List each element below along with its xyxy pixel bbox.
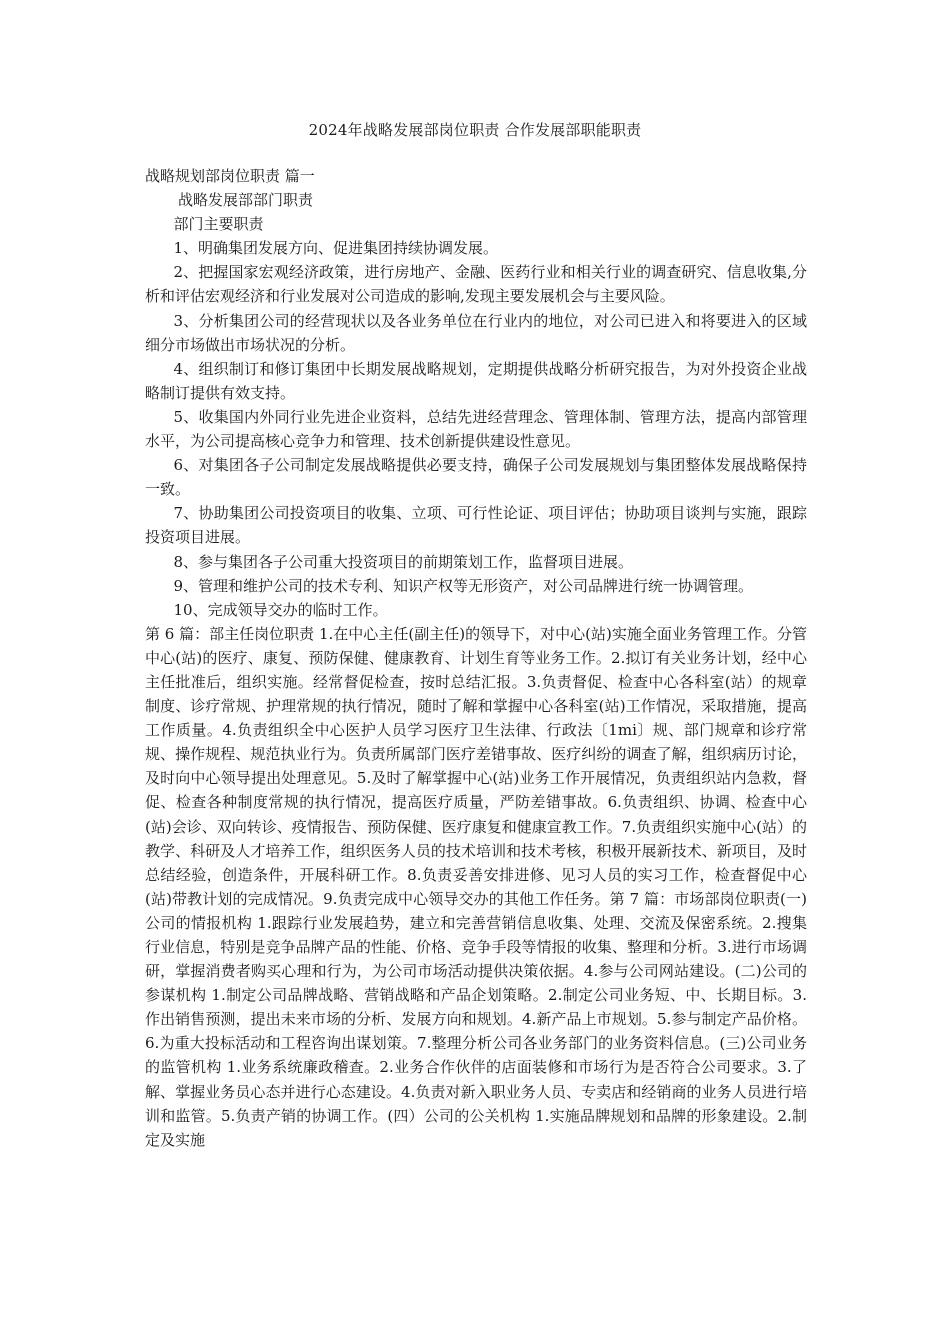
duty-item-7: 7、协助集团公司投资项目的收集、立项、可行性论证、项目评估；协助项目谈判与实施，跟踪投资项目进展。 bbox=[145, 504, 807, 547]
duty-item-8: 8、参与集团各子公司重大投资项目的前期策划工作，监督项目进展。 bbox=[173, 552, 634, 571]
document-title: 2024年战略发展部岗位职责 合作发展部职能职责 bbox=[308, 121, 642, 139]
department-heading: 战略发展部部门职责 bbox=[178, 191, 314, 210]
duty-item-10: 10、完成领导交办的临时工作。 bbox=[173, 600, 388, 619]
duty-item-9: 9、管理和维护公司的技术专利、知识产权等无形资产，对公司品牌进行统一协调管理。 bbox=[173, 576, 754, 595]
section-heading: 战略规划部岗位职责 篇一 bbox=[145, 167, 315, 185]
duty-item-2: 2、把握国家宏观经济政策，进行房地产、金融、医药行业和相关行业的调查研究、信息收集,分析和评估宏观经济和行业发展对公司造成的影响,发现主要发展机会与主要风险。 bbox=[145, 263, 807, 306]
duty-item-5: 5、收集国内外同行业先进企业资料，总结先进经营理念、管理体制、管理方法，提高内部管理水平，为公司提高核心竞争力和管理、技术创新提供建设性意见。 bbox=[145, 407, 807, 451]
duty-item-1: 1、明确集团发展方向、促进集团持续协调发展。 bbox=[173, 239, 499, 258]
duty-item-4: 4、组织制订和修订集团中长期发展战略规划，定期提供战略分析研究报告，为对外投资企业战略制订提供有效支持。 bbox=[145, 359, 807, 402]
duty-item-6: 6、对集团各子公司制定发展战略提供必要支持，确保子公司发展规划与集团整体发展战略保持一致。 bbox=[145, 456, 807, 499]
duties-subheading: 部门主要职责 bbox=[173, 215, 264, 234]
duty-item-3: 3、分析集团公司的经营现状以及各业务单位在行业内的地位，对公司已进入和将要进入的区域细分市场做出市场状况的分析。 bbox=[145, 311, 807, 354]
continuation-text: 第 6 篇：部主任岗位职责 1.在中心主任(副主任)的领导下，对中心(站)实施全面业务管理工作。分管中心(站)的医疗、康复、预防保健、健康教育、计划生育等业务工作。2.拟订有关业务计划，经中心主任批准后，组织实施。经常督促检查，按时总结汇报。3.负责督促、检查中心各科室(站）的规章制度、诊疗常规、护理常规的执行情况，随时了解和掌握中心各科室(站)工作情况，采取措施，提高工作质量。4.负责组织全中心医护人员学习医疗卫生法律、行政法〔1mi〕规、部门规章和诊疗常规、操作规程、规范执业行为。负责所属部门医疗差错事故、医疗纠纷的调查了解，组织病历讨论，及时向中心领导提出处理意见。5.及时了解掌握中心(站)业务工作开展情况，负责组织站内急救，督促、检查各种制度常规的执行情况，提高医疗质量，严防差错事故。6.负责组织、协调、检查中心(站)会诊、双向转诊、疫情报告、预防保健、医疗康复和健康宣教工作。7.负责组织实施中心(站）的教学、科研及人才培养工作，组织医务人员的技术培训和技术考核，积极开展新技术、新项目，及时总结经验，创造条件，开展科研工作。8.负责妥善安排进修、见习人员的实习工作，检查督促中心(站)带教计划的完成情况。9.负责完成中心领导交办的其他工作任务。第 7 篇：市场部岗位职责(一)公司的情报机构 1.跟踪行业发展趋势，建立和完善营销信息收集、处理、交流及保密系统。2.搜集行业信息，特别是竞争品牌产品的性能、价格、竞争手段等情报的收集、整理和分析。3.进行市场调研，掌握消费者购买心理和行为，为公司市场活动提供决策依据。4.参与公司网站建设。(二)公司的参谋机构 1.制定公司品牌战略、营销战略和产品企划策略。2.制定公司业务短、中、长期目标。3.作出销售预测，提出未来市场的分析、发展方向和规划。4.新产品上市规划。5.参与制定产品价格。6.为重大投标活动和工程咨询出谋划策。7.整理分析公司各业务部门的业务资料信息。(三)公司业务的监管机构 1.业务系统廉政稽查。2.业务合作伙伴的店面装修和市场行为是否符合公司要求。3.了解、掌握业务员心态并进行心态建设。4.负责对新入职业务人员、专卖店和经销商的业务人员进行培训和监管。5.负责产销的协调工作。(四）公司的公关机构 1.实施品牌规划和品牌的形象建设。2.制定及实施 bbox=[145, 624, 807, 1149]
document-body bbox=[145, 164, 807, 1152]
